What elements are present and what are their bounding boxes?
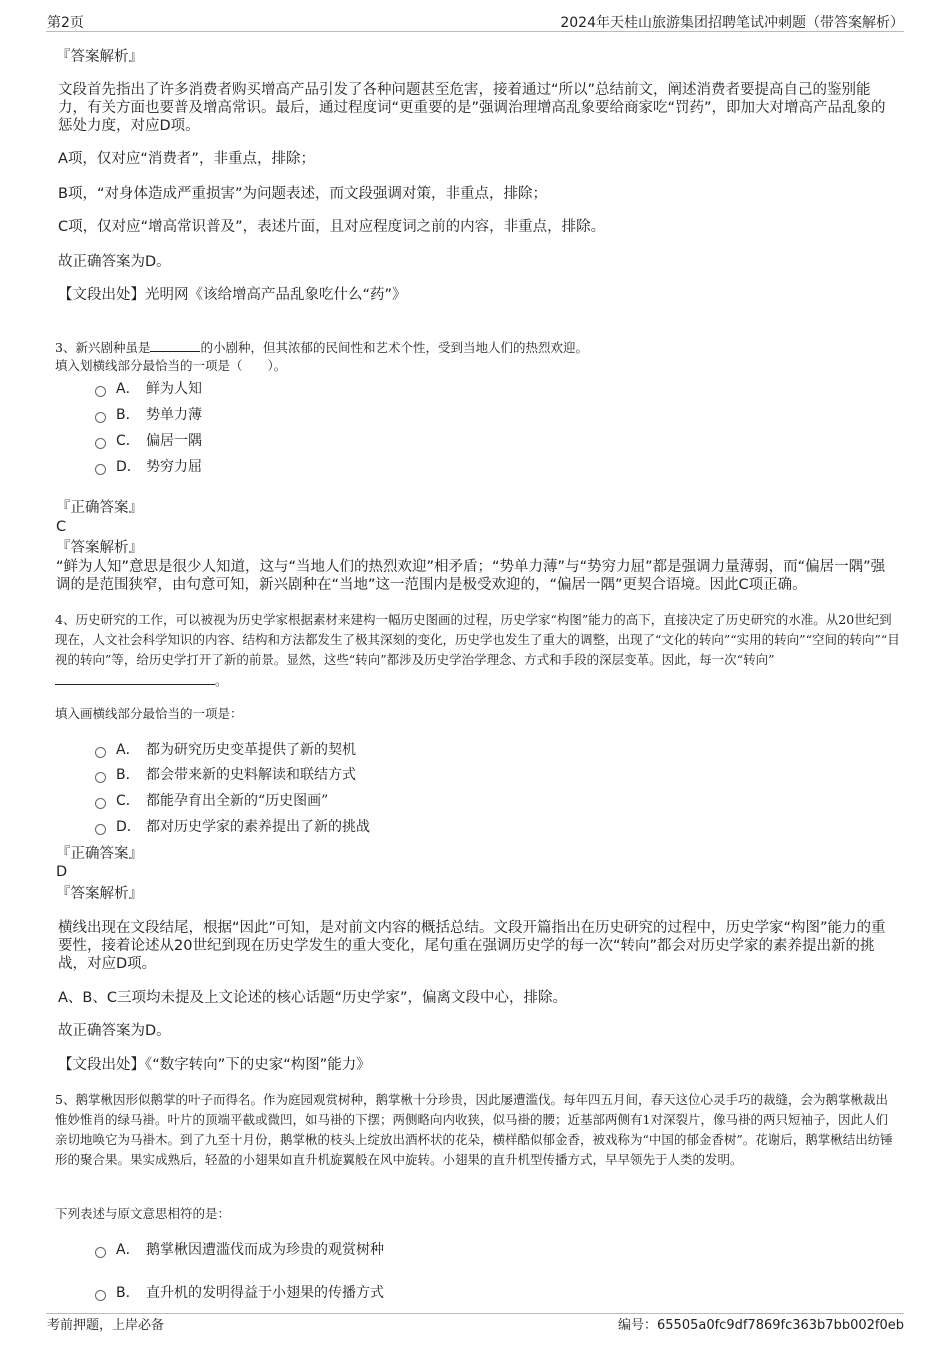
radio-icon[interactable] <box>95 772 106 783</box>
radio-icon[interactable] <box>95 798 106 809</box>
q3-option-c[interactable] <box>95 432 202 450</box>
q2-option-b-note: B项，“对身体造成严重损害”为问题表述，而文段强调对策，非重点，排除； <box>58 186 547 202</box>
q4-answer-label: 『正确答案』 <box>56 846 143 862</box>
option-text: 都为研究历史变革提供了新的契机 <box>146 742 356 758</box>
radio-icon[interactable] <box>95 747 106 758</box>
q4-option-b[interactable] <box>95 766 356 784</box>
q3-stem-before: 3、新兴剧种虽是 <box>55 340 151 355</box>
q2-option-a-note: A项，仅对应“消费者”，非重点，排除； <box>58 151 315 167</box>
radio-icon[interactable] <box>95 412 106 423</box>
option-text: 都对历史学家的素养提出了新的挑战 <box>146 819 370 835</box>
page-number: 第2页 <box>47 15 84 31</box>
q4-analysis-label: 『答案解析』 <box>56 886 143 902</box>
q3-prompt: 填入划横线部分最恰当的一项是（ ）。 <box>55 358 287 373</box>
q4-stem-text: 4、历史研究的工作，可以被视为历史学家根据素材来建构一幅历史图画的过程，历史学家“构图”能力的高下，直接决定了历史研究的水准。从20世纪到现在，人文社会科学知识的内容、结构和方法都发生了极其深刻的变化，历史学也发生了重大的调整，出现了“文化的转向”“实用的转向”“空间的转向”“目视的转向”等，给历史学打开了新的前景。显然，这些“转向”都涉及历史学治学理念、方式和手段的深层变革。因此，每一次“转向” <box>55 612 900 667</box>
option-text: 偏居一隅 <box>146 433 202 449</box>
q4-option-d[interactable] <box>95 818 370 836</box>
radio-icon[interactable] <box>95 386 106 397</box>
q3-answer: C <box>56 519 67 535</box>
q3-analysis: “鲜为人知”意思是很少人知道，这与“当地人们的热烈欢迎”相矛盾；“势单力薄”与“势穷力屈”都是强调力量薄弱，而“偏居一隅”强调的是范围狭窄，由句意可知，新兴剧种在“当地”这一范围内是极受欢迎的，“偏居一隅”更契合语境。因此C项正确。 <box>56 559 886 593</box>
header-divider <box>46 31 904 32</box>
option-key: B． <box>116 767 140 783</box>
q3-stem-after: 的小剧种，但其浓郁的民间性和艺术个性，受到当地人们的热烈欢迎。 <box>200 340 588 355</box>
q4-answer: D <box>56 864 68 880</box>
q5-option-a[interactable] <box>95 1241 384 1259</box>
q3-option-d[interactable] <box>95 458 202 476</box>
option-key: C． <box>116 793 140 809</box>
footer-slogan: 考前押题，上岸必备 <box>47 1318 165 1333</box>
q5-prompt: 下列表述与原文意思相符的是： <box>55 1206 231 1221</box>
q3-option-a[interactable] <box>95 380 202 398</box>
option-key: B． <box>116 407 140 423</box>
q2-option-c-note: C项，仅对应“增高常识普及”，表述片面，且对应程度词之前的内容，非重点，排除。 <box>58 219 606 235</box>
option-key: A． <box>116 381 140 397</box>
radio-icon[interactable] <box>95 824 106 835</box>
option-text: 鲜为人知 <box>146 381 202 397</box>
document-id: 编号：65505a0fc9df7869fc363b7bb002f0eb <box>618 1318 904 1333</box>
q2-analysis: 文段首先指出了许多消费者购买增高产品引发了各种问题甚至危害，接着通过“所以”总结前文，阐述消费者要提高自己的鉴别能力，有关方面也要普及增高常识。最后，通过程度词“更重要的是”强调治理增高乱象要给商家吃“罚药”，即加大对增高产品乱象的惩处力度，对应D项。 <box>58 82 886 134</box>
analysis-label: 『答案解析』 <box>56 49 143 65</box>
radio-icon[interactable] <box>95 1247 106 1258</box>
option-text: 直升机的发明得益于小翅果的传播方式 <box>146 1285 384 1301</box>
q2-source: 【文段出处】光明网《该给增高产品乱象吃什么“药”》 <box>58 287 407 303</box>
q4-stem <box>55 610 900 691</box>
q2-conclusion: 故正确答案为D。 <box>58 254 171 270</box>
option-key: C． <box>116 433 140 449</box>
option-key: B． <box>116 1285 140 1301</box>
q4-stem-end: 。 <box>215 673 228 688</box>
q4-abc-note: A、B、C三项均未提及上文论述的核心话题“历史学家”，偏离文段中心，排除。 <box>58 990 568 1006</box>
q4-option-a[interactable] <box>95 741 356 759</box>
option-text: 都会带来新的史料解读和联结方式 <box>146 767 356 783</box>
q3-option-b[interactable] <box>95 406 202 424</box>
option-key: A． <box>116 1242 140 1258</box>
q3-stem <box>55 337 900 358</box>
radio-icon[interactable] <box>95 464 106 475</box>
option-text: 都能孕育出全新的“历史图画” <box>146 793 329 809</box>
q4-source: 【文段出处】《“数字转向”下的史家“构图”能力》 <box>58 1057 371 1073</box>
option-key: D． <box>116 459 141 475</box>
option-key: A． <box>116 742 140 758</box>
q4-conclusion: 故正确答案为D。 <box>58 1023 171 1039</box>
q5-stem: 5、鹅掌楸因形似鹅掌的叶子而得名。作为庭园观赏树种，鹅掌楸十分珍贵，因此屡遭滥伐。每年四五月间，春天这位心灵手巧的裁缝，会为鹅掌楸裁出惟妙惟肖的绿马褂。叶片的顶端平截或微凹，如马褂的下摆；两侧略向内收狭，似马褂的腰；近基部两侧有1对深裂片，像马褂的两只短袖子，因此人们亲切地唤它为马褂木。到了九至十月份，鹅掌楸的枝头上绽放出酒杯状的花朵，横样酷似郁金香，被戏称为“中国的郁金香树”。花谢后，鹅掌楸结出纺锤形的聚合果。果实成熟后，轻盈的小翅果如直升机旋翼般在风中旋转。小翅果的直升机型传播方式，早早领先于人类的发明。 <box>55 1092 893 1167</box>
option-key: D． <box>116 819 141 835</box>
q3-answer-label: 『正确答案』 <box>56 500 143 516</box>
q4-option-c[interactable] <box>95 792 328 810</box>
radio-icon[interactable] <box>95 1290 106 1301</box>
radio-icon[interactable] <box>95 438 106 449</box>
option-text: 势穷力屈 <box>146 459 202 475</box>
q5-option-b[interactable] <box>95 1284 384 1302</box>
q3-blank <box>150 337 200 352</box>
option-text: 势单力薄 <box>146 407 202 423</box>
q4-blank <box>55 670 215 685</box>
option-text: 鹅掌楸因遭滥伐而成为珍贵的观赏树种 <box>146 1242 384 1258</box>
q3-analysis-label: 『答案解析』 <box>56 540 143 556</box>
q4-analysis: 横线出现在文段结尾，根据“因此”可知，是对前文内容的概括总结。文段开篇指出在历史研究的过程中，历史学家“构图”能力的重要性，接着论述从20世纪到现在历史学发生的重大变化，尾句重在强调历史学的每一次“转向”都会对历史学家的素养提出新的挑战，对应D项。 <box>58 920 886 972</box>
q4-prompt: 填入画横线部分最恰当的一项是： <box>55 706 243 721</box>
document-title: 2024年天桂山旅游集团招聘笔试冲刺题（带答案解析） <box>560 15 904 31</box>
